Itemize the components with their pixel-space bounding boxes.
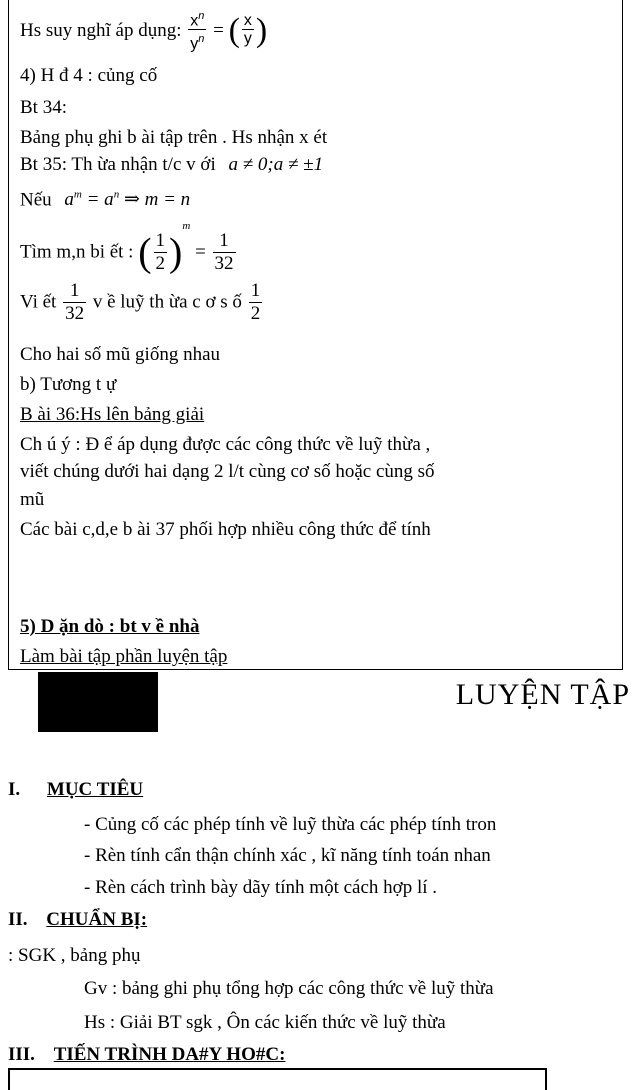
section2-heading: II. CHUẨN BỊ: (8, 909, 148, 930)
rhs-fraction: $\frac{x}{y}$ (243, 12, 252, 48)
tim-fraction: $\frac{1}{2}$ (155, 230, 166, 275)
bai36-text: B ài 36:Hs lên bảng giải (20, 404, 205, 425)
viet-line: Vi ết $\frac{1}{32}$ v ề luỹ th ừa c ơ s ố $\frac{1}{2}$ (20, 280, 261, 324)
section1-item-3: - Rèn cách trình bày dãy tính một cách hợp lí . (84, 877, 438, 898)
section3-heading: III. TIẾN TRÌNH DA#Y HO#C: (8, 1044, 286, 1065)
chu-y-line-3: mũ (20, 489, 45, 510)
lhs-fraction: $\frac{x^n}{y^n}$ (190, 10, 205, 53)
chu-y-line-2: viết chúng dưới hai dạng 2 l/t cùng cơ số hoặc cùng số (20, 461, 435, 482)
viet-fraction: $\frac{1}{32}$ (65, 280, 85, 324)
tuong-tu-text: b) Tương t ự (20, 374, 117, 395)
section1-heading: I. MỤC TIÊU (8, 779, 144, 800)
gv-text: Gv : bảng ghi phụ tổng hợp các công thức về luỹ thừa (84, 978, 494, 999)
redacted-block (38, 672, 158, 732)
dan-do-heading: 5) D ặn dò : bt v ề nhà (20, 616, 200, 637)
bt35-line: Bt 35: Th ừa nhận t/c v ới a ≠ 0;a ≠ ±1 (20, 154, 324, 175)
cho-hai-text: Cho hai số mũ giống nhau (20, 344, 221, 365)
neu-line: Nếu $a^m = a^n$ ⇒ m = n (20, 189, 191, 211)
sgk-text: : SGK , bảng phụ (8, 945, 141, 966)
bt34-label: Bt 34: (20, 97, 67, 118)
chu-y-line-1: Ch ú ý : Đ ể áp dụng được các công thức về luỹ thừa , (20, 434, 431, 455)
viet-fraction-2: $\frac{1}{2}$ (250, 280, 261, 324)
hs-text: Hs : Giải BT sgk , Ôn các kiến thức về luỹ thừa (84, 1012, 446, 1033)
hd4-heading: 4) H đ 4 : củng cố (20, 65, 158, 86)
tim-mn-line: Tìm m,n bi ết : ( $\frac{1}{2}$ )$^m$ = $\frac{1}{32}$ (20, 220, 234, 275)
section1-item-1: - Củng cố các phép tính về luỹ thừa các phép tính tron (84, 814, 497, 835)
table-top-edge (8, 1068, 547, 1090)
cac-bai-text: Các bài c,d,e b ài 37 phối hợp nhiều công thức để tính (20, 519, 431, 540)
page-title: LUYỆN TẬP (455, 678, 630, 711)
lam-bai-text: Làm bài tập phần luyện tập (20, 646, 228, 667)
section1-item-2: - Rèn tính cẩn thận chính xác , kĩ năng tính toán nhan (84, 845, 491, 866)
apply-formula-line: Hs suy nghĩ áp dụng: $\frac{x^n}{y^n}$ = ( $\frac{x}{y}$ ) (20, 10, 268, 53)
tim-rhs-fraction: $\frac{1}{32}$ (214, 230, 234, 275)
apply-text: Hs suy nghĩ áp dụng: (20, 19, 182, 41)
bang-phu-text: Bảng phụ ghi b ài tập trên . Hs nhận x ét (20, 127, 328, 148)
